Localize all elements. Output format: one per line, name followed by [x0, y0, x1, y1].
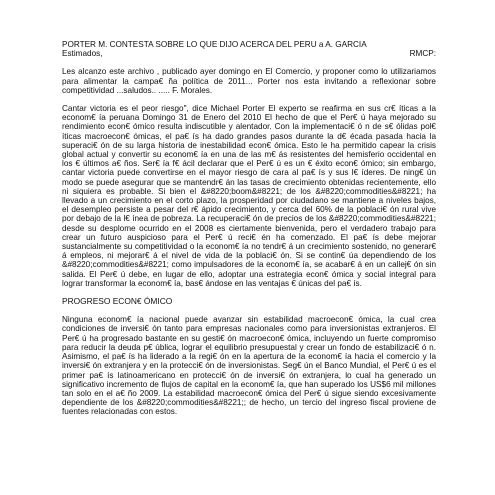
- document-title-line: PORTER M. CONTESTA SOBRE LO QUE DIJO ACERCA DEL PERU a A. GARCIA: [62, 40, 367, 49]
- sender-label: RMCP:: [409, 49, 436, 59]
- spacer: [62, 95, 436, 104]
- spacer: [62, 58, 436, 67]
- greeting: Estimados,: [62, 49, 103, 59]
- spacer: [62, 306, 436, 315]
- greeting-row: [62, 49, 436, 58]
- section-heading: PROGRESO ECON€ ÓMICO: [62, 296, 173, 307]
- body-paragraph: Cantar victoria es el peor riesgo", dice Michael Porter El experto se reafirma en sus cr€ íticas a la econom€ ía peruana Domingo 31 de Enero del 2010 El hecho de que el Per€ ú haya mejorado su rendimiento econ€ ómico resulta indiscutible y alentador. Con la implementaci€ ó n de s€ ólidas pol€ íticas macroecon€ ómicas, el pa€ ís ha dado grandes pasos durante la d€ écada pasada hacia la superaci€ ón de su larga historia de inestabilidad econ€ ómica. Esto le ha permitido capear la crisis global actual y convertir su econom€ ía en una de las m€ ás resistentes del hemisferio occidental en los € últimos a€ ños. Ser€ ía f€ ácil declarar que el Per€ ú es un € éxito econ€ ómico; sin embargo, cantar victoria puede convertirse en el mayor riesgo de cara al pa€ ís y sus l€ íderes. De ning€ ún modo se puede asegurar que se mantendr€ án las tasas de crecimiento obtenidas recientemente, ello ni siquiera es probable. Si bien el &#8220;boom&#8221; de los &#8220;commodities&#8221; ha llevado a un crecimiento en el corto plazo, la prosperidad por ciudadano se mantiene a niveles bajos, el desempleo persiste a pesar del r€ ápido crecimiento, y cerca del 60% de la poblaci€ ón rural vive por debajo de la l€ ínea de pobreza. La recuperaci€ ón de precios de los &#8220;commodities&#8221; desde su desplome ocurrido en el 2008 es ciertamente bienvenida, pero el verdadero trabajo para crear un futuro auspicioso para el Per€ ú reci€ én ha comenzado. El pa€ ís debe mejorar sustancialmente su competitividad o la econom€ ía no tendr€ á un crecimiento sostenido, no generar€ á empleos, ni mejorar€ á el nivel de vida de la poblaci€ ón. Si se contin€ úa dependiendo de los &#8220;commodities&#8221; como impulsadores de la econom€ ía, se acabar€ á en un callej€ ón sin salida. El Per€ ú debe, en lugar de ello, adoptar una estrategia econ€ ómica y social integral para lograr transformar la econom€ ía, bas€ ándose en las ventajas € únicas del pa€ ís.: [62, 104, 436, 288]
- intro-paragraph: Les alcanzo este archivo , publicado ayer domingo en El Comercio, y proponer como lo utilizariamos para alimentar la campa€ ña política de 2011... Porter nos esta invitando a reflexionar sobre competitividad ...saludos.. ..... F. Morales.: [62, 67, 436, 95]
- section-paragraph: Ninguna econom€ ía nacional puede avanzar sin estabilidad macroecon€ ómica, la cual crea condiciones de inversi€ ón tanto para empresas nacionales como para inversionistas extranjeros. El Per€ ú ha progresado bastante en su gesti€ ón macroecon€ ómica, incluyendo un fuerte compromiso para reducir la deuda p€ ública, lograr el equilibrio presupuestal y crear un fondo de estabilizaci€ ó n. Asimismo, el pa€ ís ha liderado a la regi€ ón en la apertura de la econom€ ía hacia el comercio y la inversi€ ón extranjera y en la protecci€ ón de inversionistas. Seg€ ún el Banco Mundial, el Per€ ú es el primer pa€ ís latinoamericano en protecci€ ón de inversi€ ón extranjera, lo cual ha generado un significativo incremento de flujos de capital en la econom€ ía, que han superado los US$6 mil millones tan solo en el a€ ño 2009. La estabilidad macroecon€ ómica del Per€ ú sigue siendo excesivamente dependiente de los &#8220;commodities&#8221;; de hecho, un tercio del ingreso fiscal proviene de fuentes relacionadas con estos.: [62, 315, 436, 417]
- document-page: [62, 40, 436, 417]
